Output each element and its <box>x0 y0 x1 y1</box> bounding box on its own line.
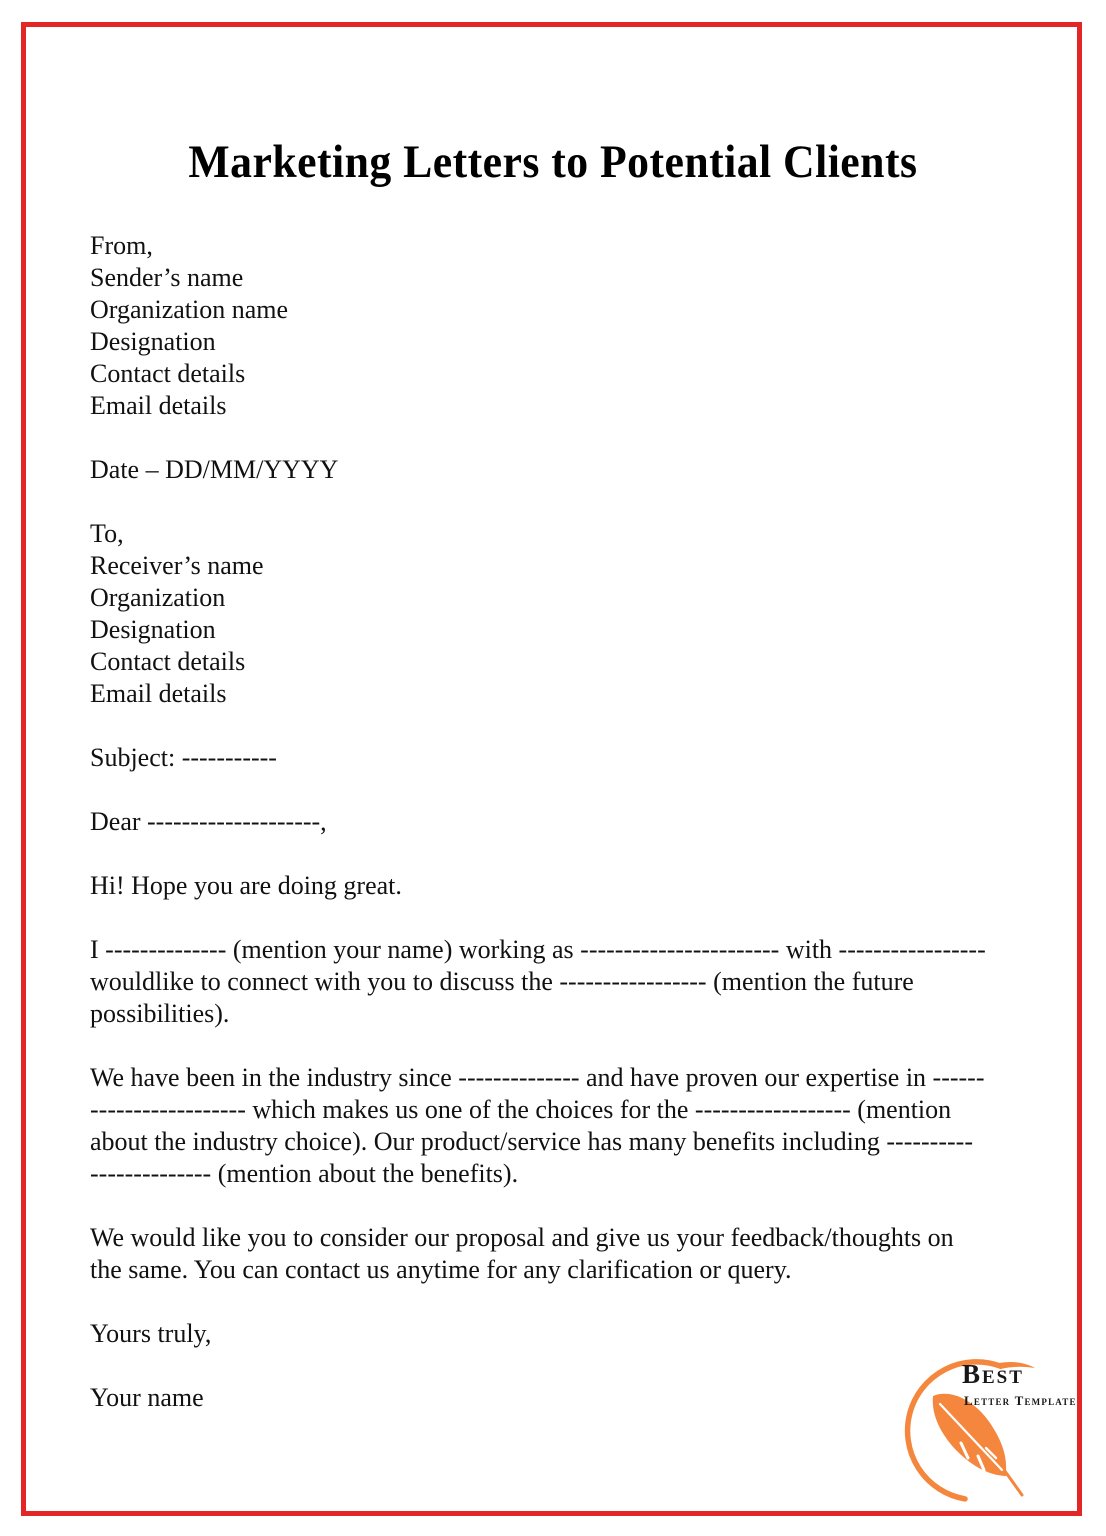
paragraph-2-line: -------------- (mention about the benefits). <box>90 1159 519 1188</box>
receiver-name-line: Receiver’s name <box>90 551 264 580</box>
logo-tagline-text: Letter Template <box>964 1393 1077 1408</box>
feather-quill <box>1002 1467 1022 1495</box>
closing-block <box>90 1318 1030 1350</box>
sender-designation-line: Designation <box>90 327 216 356</box>
paragraph-3-line: We would like you to consider our proposal and give us your feedback/thoughts on <box>90 1223 954 1252</box>
receiver-designation-line: Designation <box>90 615 216 644</box>
best-letter-template-logo <box>880 1350 1085 1520</box>
salutation-line: Dear --------------------, <box>90 807 327 836</box>
closing-line: Yours truly, <box>90 1319 212 1348</box>
date-line: Date – DD/MM/YYYY <box>90 455 339 484</box>
to-label: To, <box>90 519 124 548</box>
signature-line: Your name <box>90 1383 204 1412</box>
receiver-organization-line: Organization <box>90 583 226 612</box>
subject-line: Subject: ----------- <box>90 743 277 772</box>
paragraph-2-line: ------------------ which makes us one of the choices for the ------------------ (mention <box>90 1095 952 1124</box>
greeting-line: Hi! Hope you are doing great. <box>90 871 402 900</box>
paragraph-2 <box>90 1062 1030 1190</box>
logo-brand-text: Best <box>962 1359 1024 1389</box>
sender-name-line: Sender’s name <box>90 263 244 292</box>
from-label: From, <box>90 231 153 260</box>
paragraph-3-line: the same. You can contact us anytime for any clarification or query. <box>90 1255 792 1284</box>
sender-organization-line: Organization name <box>90 295 289 324</box>
greeting-block <box>90 870 1030 902</box>
paragraph-1 <box>90 934 1030 1030</box>
paragraph-3 <box>90 1222 1030 1286</box>
page-title: Marketing Letters to Potential Clients <box>188 136 918 189</box>
sender-contact-line: Contact details <box>90 359 246 388</box>
paragraph-2-line: We have been in the industry since -------------- and have proven our expertise in ------ <box>90 1063 985 1092</box>
receiver-contact-line: Contact details <box>90 647 246 676</box>
date-block <box>90 454 1030 486</box>
paragraph-1-line: I -------------- (mention your name) working as ----------------------- with ----------------- <box>90 935 986 964</box>
subject-block <box>90 742 1030 774</box>
from-block <box>90 230 1030 422</box>
paragraph-2-line: about the industry choice). Our product/service has many benefits including ---------- <box>90 1127 973 1156</box>
letter-body <box>90 230 1030 1446</box>
receiver-email-line: Email details <box>90 679 227 708</box>
paragraph-1-line: wouldlike to connect with you to discuss the ----------------- (mention the future <box>90 967 914 996</box>
sender-email-line: Email details <box>90 391 227 420</box>
paragraph-1-line: possibilities). <box>90 999 230 1028</box>
to-block <box>90 518 1030 710</box>
title-container <box>0 104 1106 221</box>
salutation-block <box>90 806 1030 838</box>
